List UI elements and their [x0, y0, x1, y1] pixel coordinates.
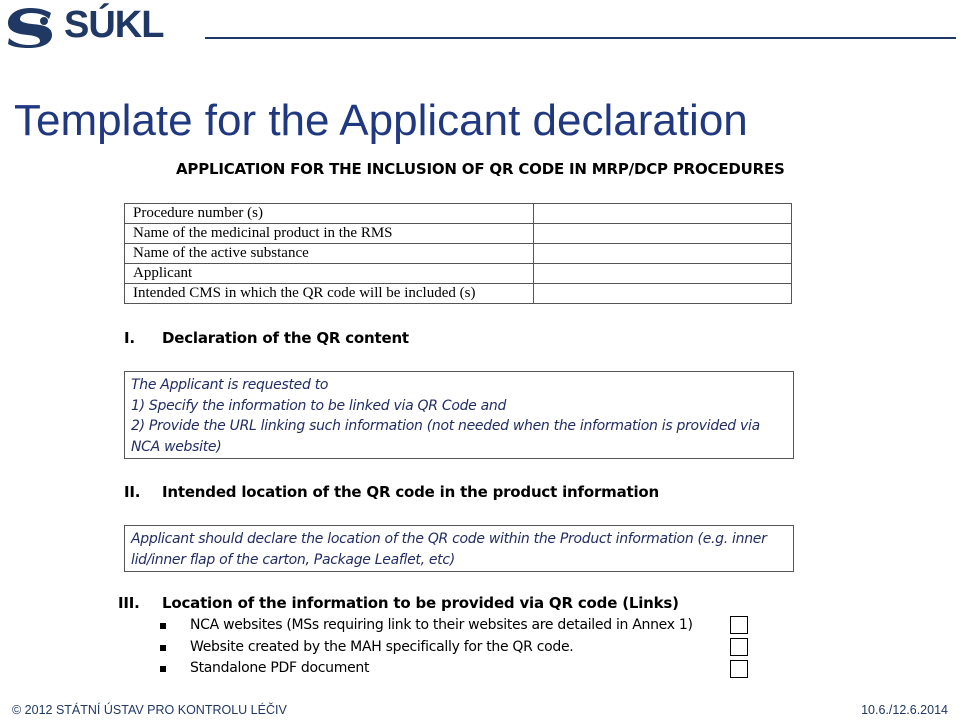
table-row [125, 224, 792, 244]
row-value [534, 244, 792, 264]
section-title: Location of the information to be provided via QR code (Links) [162, 594, 679, 612]
sukl-logo [4, 4, 164, 48]
section-title: Declaration of the QR content [162, 329, 409, 347]
row-value [534, 224, 792, 244]
list-item-text: NCA websites (MSs requiring link to their websites are detailed in Annex 1) [190, 617, 693, 633]
section-title: Intended location of the QR code in the product information [162, 483, 660, 501]
box-line: NCA website) [131, 438, 222, 455]
header-divider [205, 37, 956, 39]
table-row [125, 244, 792, 264]
box-line: The Applicant is requested to [131, 377, 329, 393]
table-row [125, 204, 792, 224]
bullet-icon [160, 666, 166, 672]
section-number: II. [124, 483, 141, 501]
checkbox-nca-websites[interactable] [730, 616, 748, 634]
row-value [534, 264, 792, 284]
logo-text: SÚKL [64, 4, 164, 46]
section-1-box [124, 371, 794, 459]
section-number: III. [118, 594, 140, 612]
table-row [125, 264, 792, 284]
list-item-text: Website created by the MAH specifically for the QR code. [190, 638, 574, 655]
row-label: Name of the active substance [125, 244, 534, 264]
bullet-icon [160, 645, 166, 651]
footer-copyright: © 2012 STÁTNÍ ÚSTAV PRO KONTROLU LÉČIV [12, 703, 287, 717]
row-label: Intended CMS in which the QR code will be included (s) [125, 284, 534, 304]
row-label: Name of the medicinal product in the RMS [125, 224, 534, 244]
row-value [534, 284, 792, 304]
section-number: I. [124, 329, 135, 347]
application-info-table [124, 203, 792, 304]
document-heading: APPLICATION FOR THE INCLUSION OF QR CODE IN MRP/DCP PROCEDURES [176, 160, 785, 178]
footer-date: 10.6./12.6.2014 [861, 703, 948, 717]
sukl-logo-icon [4, 4, 56, 48]
box-line: lid/inner flap of the carton, Package Leaflet, etc) [131, 551, 455, 568]
row-label: Applicant [125, 264, 534, 284]
box-line: Applicant should declare the location of the QR code within the Product information (e.g. inner [131, 531, 767, 547]
checkbox-standalone-pdf[interactable] [730, 660, 748, 678]
section-2-box [124, 525, 794, 572]
checkbox-mah-website[interactable] [730, 638, 748, 656]
table-row [125, 284, 792, 304]
slide-title: Template for the Applicant declaration [14, 96, 748, 145]
box-line: 1) Specify the information to be linked via QR Code and [131, 397, 507, 414]
list-item-text: Standalone PDF document [190, 660, 370, 676]
row-value [534, 204, 792, 224]
row-label: Procedure number (s) [125, 204, 534, 224]
bullet-icon [160, 623, 166, 629]
box-line: 2) Provide the URL linking such information (not needed when the information is provided via [131, 418, 760, 434]
